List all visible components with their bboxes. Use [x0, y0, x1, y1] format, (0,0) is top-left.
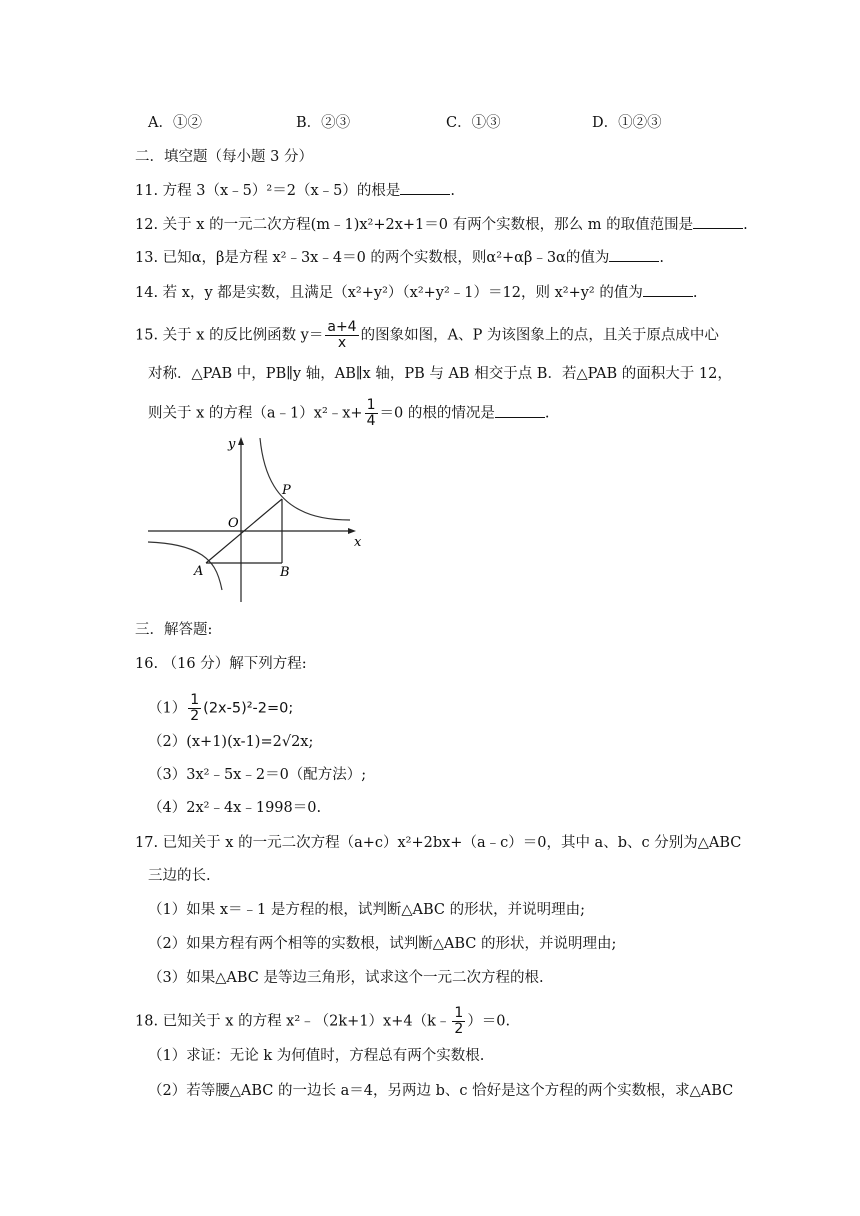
label-a: A	[194, 564, 204, 579]
question-14-text: 14. 若 x，y 都是实数，且满足（x²+y²）（x²+y²﹣1）＝12，则 x²+y² 的值为	[135, 285, 643, 301]
question-12-text: 12. 关于 x 的一元二次方程(m﹣1)x²+2x+1＝0 有两个实数根，那么 m 的取值范围是	[135, 217, 694, 233]
question-18-prefix: 18. 已知关于 x 的方程 x²﹣（2k+1）x+4（k﹣	[135, 1013, 451, 1030]
choice-a: A．①②	[148, 115, 202, 131]
answer-blank	[495, 403, 545, 418]
label-origin: O	[228, 516, 239, 531]
fraction-numerator: 1	[454, 1005, 464, 1021]
question-16-title: 16. （16 分）解下列方程:	[135, 656, 307, 672]
question-13	[135, 247, 664, 268]
question-16-part-1	[148, 693, 293, 724]
question-17-line-1: 17. 已知关于 x 的一元二次方程（a+c）x²+2bx+（a﹣c）＝0，其中 a、b、c 分别为△ABC	[135, 835, 742, 851]
question-11-end: .	[450, 183, 455, 199]
question-16-part-4: （4）2x²﹣4x﹣1998＝0.	[148, 800, 322, 816]
question-18-part-2: （2）若等腰△ABC 的一边长 a＝4，另两边 b、c 恰好是这个方程的两个实数根，求△ABC	[148, 1083, 734, 1099]
question-17-line-2: 三边的长.	[148, 868, 211, 884]
question-17-part-3: （3）如果△ABC 是等边三角形，试求这个一元二次方程的根.	[148, 970, 544, 986]
choice-b: B．②③	[296, 115, 351, 131]
question-17-part-1: （1）如果 x＝﹣1 是方程的根，试判断△ABC 的形状，并说明理由;	[148, 902, 585, 918]
section-title-fill-in: 二．填空题（每小题 3 分）	[135, 149, 313, 165]
question-14-end: .	[692, 285, 698, 301]
question-12	[135, 214, 748, 235]
question-15-suffix: 的图象如图，A、P 为该图象上的点，且关于原点成中心	[360, 327, 719, 344]
fraction	[188, 693, 201, 724]
question-15-line-3-suffix: ＝0 的根的情况是	[379, 405, 495, 422]
question-11-text: 11. 方程 3（x﹣5）²＝2（x﹣5）的根是	[135, 183, 401, 199]
equation: (2x-5)²-2=0;	[203, 700, 294, 717]
label-y: y	[228, 437, 236, 452]
question-15-line-2: 对称．△PAB 中，PB∥y 轴，AB∥x 轴，PB 与 AB 相交于点 B．若△PAB 的面积大于 12，	[148, 366, 732, 382]
question-15-end: .	[544, 405, 550, 422]
hyperbola-lower-branch	[148, 542, 222, 590]
question-12-end: .	[743, 217, 748, 233]
label-p: P	[282, 483, 291, 498]
answer-blank	[609, 247, 659, 262]
question-15-line-3	[148, 398, 549, 429]
question-18-part-1: （1）求证：无论 k 为何值时，方程总有两个实数根.	[148, 1048, 485, 1064]
question-15-line-3-prefix: 则关于 x 的方程（a﹣1）x²﹣x+	[148, 405, 363, 422]
fraction-denominator: x	[337, 335, 347, 351]
question-15-prefix: 15. 关于 x 的反比例函数 y＝	[135, 327, 324, 344]
inverse-function-graph	[140, 430, 370, 605]
label-x: x	[354, 535, 362, 550]
question-18-suffix: ）＝0.	[467, 1013, 511, 1030]
question-16-part-2: （2）(x+1)(x-1)=2√2x;	[148, 734, 314, 750]
fraction-denominator: 4	[366, 413, 376, 429]
choice-c: C．①③	[446, 115, 501, 131]
x-axis-arrow-icon	[348, 528, 356, 534]
answer-blank	[643, 282, 693, 297]
fraction	[452, 1006, 465, 1037]
fraction-denominator: 2	[190, 708, 200, 724]
question-13-text: 13. 已知α，β是方程 x²﹣3x﹣4＝0 的两个实数根，则α²+αβ﹣3α的值为	[135, 250, 610, 266]
fraction-numerator: a+4	[327, 319, 357, 335]
section-title-solutions: 三．解答题:	[135, 622, 213, 638]
fraction-numerator: 1	[190, 692, 200, 708]
answer-blank	[693, 214, 743, 229]
answer-blank	[400, 180, 450, 195]
fraction	[365, 398, 378, 429]
fraction	[325, 320, 358, 351]
part-label: （1）	[148, 700, 187, 717]
question-14	[135, 282, 697, 303]
question-11	[135, 180, 455, 201]
label-b: B	[280, 565, 290, 580]
question-16-part-3: （3）3x²﹣5x﹣2＝0（配方法）;	[148, 767, 367, 783]
y-axis-arrow-icon	[238, 437, 244, 445]
question-17-part-2: （2）如果方程有两个相等的实数根，试判断△ABC 的形状，并说明理由;	[148, 936, 617, 952]
choice-d: D．①②③	[592, 115, 662, 131]
question-13-end: .	[659, 250, 664, 266]
question-15-line-1	[135, 320, 719, 351]
hyperbola-upper-branch	[260, 438, 350, 520]
fraction-denominator: 2	[454, 1021, 464, 1037]
fraction-numerator: 1	[366, 397, 376, 413]
question-18-line-1	[135, 1006, 510, 1037]
